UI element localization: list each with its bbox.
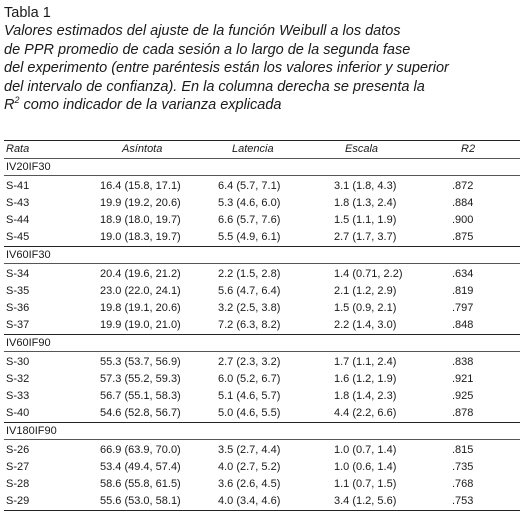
table-row: [4, 476, 520, 493]
cell-latencia: 5.1 (4.6, 5.7): [218, 390, 281, 402]
bottom-rule: [4, 510, 520, 511]
header-r2: R2: [461, 143, 476, 155]
cell-r2: .797: [452, 302, 474, 314]
cell-r2: .768: [452, 478, 474, 490]
table-row: [4, 354, 520, 371]
cell-rata: S-32: [6, 373, 30, 385]
cell-asintota: 58.6 (55.8, 61.5): [100, 478, 181, 490]
cell-r2: .634: [452, 268, 474, 280]
cell-r2: .921: [452, 373, 474, 385]
cell-asintota: 23.0 (22.0, 24.1): [100, 285, 181, 297]
weibull-table: [4, 140, 520, 511]
cell-escala: 1.8 (1.3, 2.4): [334, 197, 397, 209]
cell-escala: 1.5 (1.1, 1.9): [334, 214, 397, 226]
r-symbol: R: [4, 97, 15, 114]
cell-asintota: 19.9 (19.2, 20.6): [100, 197, 181, 209]
cell-r2: .884: [452, 197, 474, 209]
table-body: [4, 159, 520, 511]
table-row: [4, 459, 520, 476]
header-latencia: Latencia: [232, 143, 274, 155]
table-row: [4, 212, 520, 229]
cell-escala: 2.1 (1.2, 2.9): [334, 285, 397, 297]
cell-rata: S-40: [6, 407, 30, 419]
cell-asintota: 20.4 (19.6, 21.2): [100, 268, 181, 280]
caption-line: de PPR promedio de cada sesión a lo largo de la segunda fase: [4, 41, 411, 58]
cell-latencia: 4.0 (2.7, 5.2): [218, 461, 281, 473]
cell-rata: S-37: [6, 319, 30, 331]
cell-asintota: 66.9 (63.9, 70.0): [100, 444, 181, 456]
cell-escala: 1.6 (1.2, 1.9): [334, 373, 397, 385]
cell-latencia: 5.5 (4.9, 6.1): [218, 231, 281, 243]
table-row: [4, 493, 520, 510]
cell-escala: 1.8 (1.4, 2.3): [334, 390, 397, 402]
table-row: [4, 442, 520, 459]
table-title: Tabla 1: [4, 5, 51, 21]
header-escala: Escala: [345, 143, 379, 155]
group-title: IV180IF90: [6, 425, 57, 437]
cell-rata: S-27: [6, 461, 30, 473]
cell-latencia: 5.3 (4.6, 6.0): [218, 197, 281, 209]
cell-asintota: 16.4 (15.8, 17.1): [100, 180, 181, 192]
table-row: [4, 317, 520, 334]
cell-escala: 2.2 (1.4, 3.0): [334, 319, 397, 331]
cell-asintota: 19.0 (18.3, 19.7): [100, 231, 181, 243]
table-header-row: [4, 141, 520, 158]
cell-asintota: 18.9 (18.0, 19.7): [100, 214, 181, 226]
cell-latencia: 6.4 (5.7, 7.1): [218, 180, 281, 192]
header-asintota: Asíntota: [122, 143, 163, 155]
caption-line: Valores estimados del ajuste de la función Weibull a los datos: [4, 23, 401, 39]
cell-latencia: 6.6 (5.7, 7.6): [218, 214, 281, 226]
cell-rata: S-28: [6, 478, 30, 490]
table-row: [4, 178, 520, 195]
cell-rata: S-26: [6, 444, 30, 456]
cell-r2: .735: [452, 461, 474, 473]
cell-asintota: 55.6 (53.0, 58.1): [100, 495, 181, 507]
cell-asintota: 53.4 (49.4, 57.4): [100, 461, 181, 473]
cell-latencia: 4.0 (3.4, 4.6): [218, 495, 281, 507]
cell-escala: 2.7 (1.7, 3.7): [334, 231, 397, 243]
r-superscript: 2: [14, 95, 20, 106]
table-row: [4, 405, 520, 422]
cell-r2: .878: [452, 407, 474, 419]
cell-rata: S-36: [6, 302, 30, 314]
cell-r2: .838: [452, 356, 474, 368]
cell-asintota: 19.8 (19.1, 20.6): [100, 302, 181, 314]
cell-latencia: 3.6 (2.6, 4.5): [218, 478, 281, 490]
cell-rata: S-30: [6, 356, 30, 368]
caption-line: [4, 96, 520, 115]
cell-latencia: 2.2 (1.5, 2.8): [218, 268, 281, 280]
group-title: IV60IF90: [6, 337, 51, 349]
cell-escala: 3.4 (1.2, 5.6): [334, 495, 397, 507]
cell-latencia: 3.5 (2.7, 4.4): [218, 444, 281, 456]
caption-line-tail: como indicador de la varianza explicada: [19, 97, 282, 114]
cell-latencia: 5.0 (4.6, 5.5): [218, 407, 281, 419]
cell-r2: .819: [452, 285, 474, 297]
cell-r2: .872: [452, 180, 474, 192]
cell-r2: .753: [452, 495, 474, 507]
cell-escala: 1.5 (0.9, 2.1): [334, 302, 397, 314]
cell-r2: .848: [452, 319, 474, 331]
cell-latencia: 2.7 (2.3, 3.2): [218, 356, 281, 368]
table-caption: [4, 4, 520, 115]
cell-asintota: 55.3 (53.7, 56.9): [100, 356, 181, 368]
cell-rata: S-35: [6, 285, 30, 297]
header-rata: Rata: [6, 143, 30, 155]
cell-escala: 1.0 (0.6, 1.4): [334, 461, 397, 473]
cell-asintota: 19.9 (19.0, 21.0): [100, 319, 181, 331]
table-row: [4, 229, 520, 246]
cell-rata: S-29: [6, 495, 30, 507]
cell-asintota: 56.7 (55.1, 58.3): [100, 390, 181, 402]
cell-rata: S-34: [6, 268, 30, 280]
cell-latencia: 7.2 (6.3, 8.2): [218, 319, 281, 331]
cell-escala: 1.4 (0.71, 2.2): [334, 268, 403, 280]
caption-line: del intervalo de confianza). En la columna derecha se presenta la: [4, 78, 425, 95]
cell-latencia: 6.0 (5.2, 6.7): [218, 373, 281, 385]
cell-latencia: 3.2 (2.5, 3.8): [218, 302, 281, 314]
cell-rata: S-43: [6, 197, 30, 209]
cell-latencia: 5.6 (4.7, 6.4): [218, 285, 281, 297]
table-row: [4, 371, 520, 388]
cell-escala: 4.4 (2.2, 6.6): [334, 407, 397, 419]
cell-escala: 1.1 (0.7, 1.5): [334, 478, 397, 490]
table-row: [4, 300, 520, 317]
table-row: [4, 266, 520, 283]
cell-escala: 1.0 (0.7, 1.4): [334, 444, 397, 456]
group-title: IV20IF30: [6, 161, 51, 173]
table-row: [4, 388, 520, 405]
cell-asintota: 54.6 (52.8, 56.7): [100, 407, 181, 419]
cell-r2: .900: [452, 214, 474, 226]
cell-r2: .925: [452, 390, 474, 402]
cell-r2: .815: [452, 444, 474, 456]
cell-rata: S-45: [6, 231, 30, 243]
group-title: IV60IF30: [6, 249, 51, 261]
cell-asintota: 57.3 (55.2, 59.3): [100, 373, 181, 385]
caption-line: del experimento (entre paréntesis están los valores inferior y superior: [4, 60, 449, 77]
cell-rata: S-33: [6, 390, 30, 402]
caption-description: [4, 22, 520, 115]
cell-escala: 1.7 (1.1, 2.4): [334, 356, 397, 368]
table-row: [4, 283, 520, 300]
cell-r2: .875: [452, 231, 474, 243]
cell-rata: S-41: [6, 180, 30, 192]
cell-escala: 3.1 (1.8, 4.3): [334, 180, 397, 192]
cell-rata: S-44: [6, 214, 30, 226]
table-row: [4, 195, 520, 212]
